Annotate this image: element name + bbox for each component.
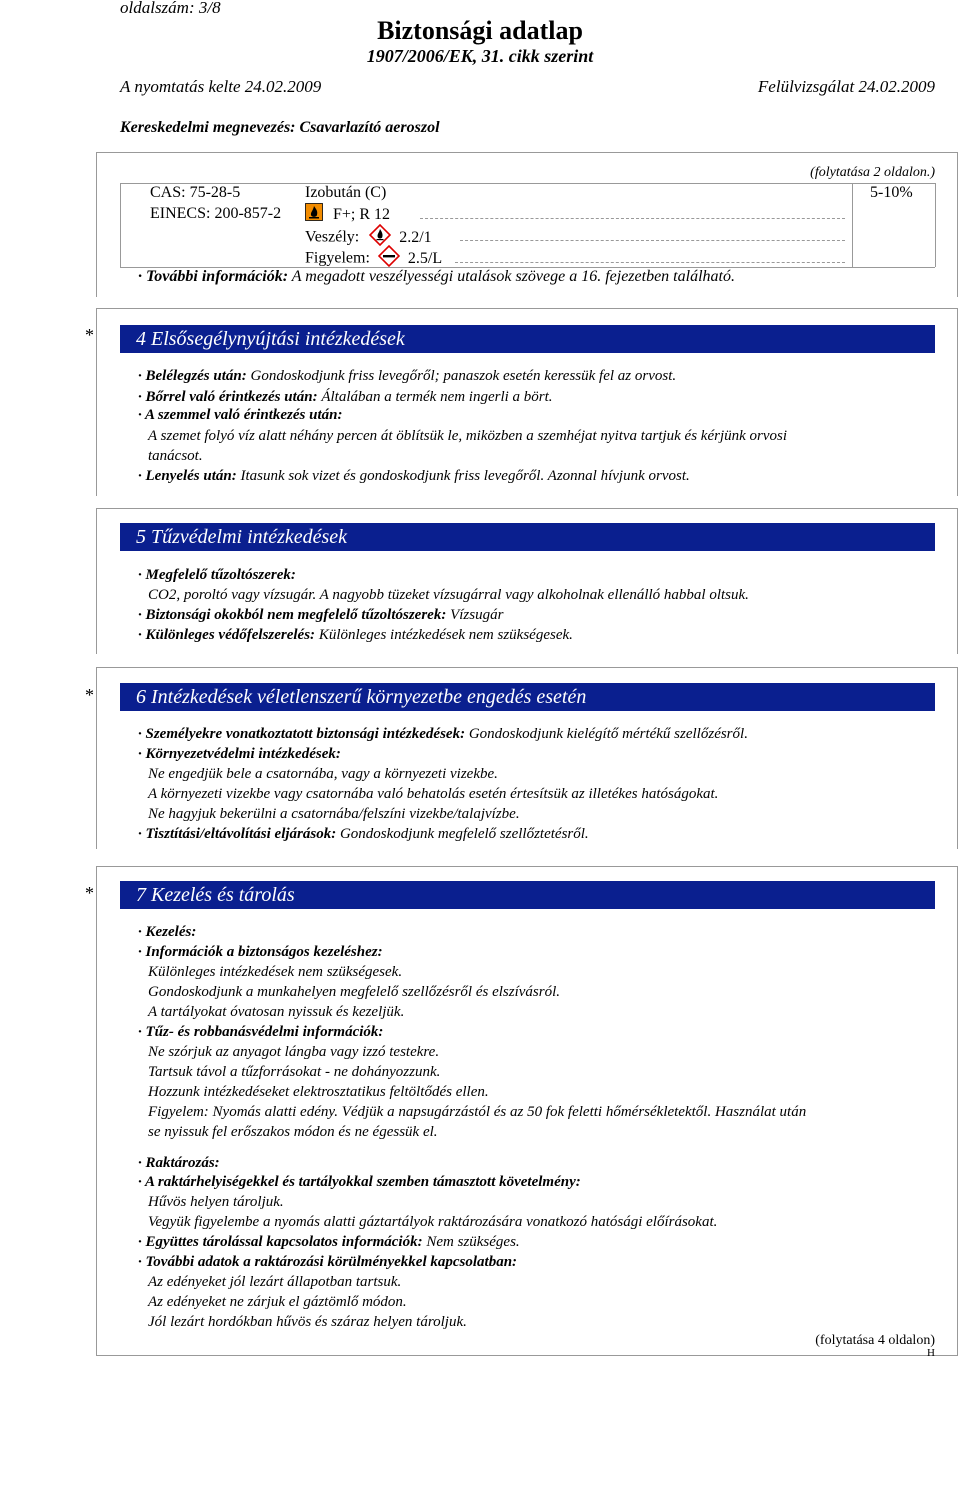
sec7-safe-text: A tartályokat óvatosan nyissuk és kezeljük. bbox=[148, 1004, 405, 1020]
sec6-env-text: A környezeti vizekbe vagy csatornába való behatolás esetén értesítsük az illetékes hatóságokat. bbox=[148, 786, 719, 802]
sec7-safe-label: · Információk a biztonságos kezeléshez: bbox=[138, 944, 383, 960]
sec4-inhalation: · Belélegzés után: Gondoskodjunk friss levegőről; panaszok esetén keressük fel az orvost. bbox=[138, 368, 677, 384]
sec4-eye-label: · A szemmel való érintkezés után: bbox=[138, 407, 343, 423]
sec7-safe-text: Gondoskodjunk a munkahelyen megfelelő szellőzésről és elszívásról. bbox=[148, 984, 561, 1000]
sec7-storage-label: · Raktározás: bbox=[138, 1155, 220, 1171]
sec7-safe-text: Különleges intézkedések nem szükségesek. bbox=[148, 964, 403, 980]
percentage: 5-10% bbox=[870, 184, 913, 201]
sec7-further-text: Az edényeket jól lezárt állapotban tartsuk. bbox=[148, 1274, 402, 1290]
sec7-joint: · Együttes tárolással kapcsolatos információk: Nem szükséges. bbox=[138, 1234, 520, 1250]
sec6-env-label: · Környezetvédelmi intézkedések: bbox=[138, 746, 341, 762]
sec7-further-text: Jól lezárt hordókban hűvös és száraz helyen tároljuk. bbox=[148, 1314, 467, 1330]
section6-title: 6 Intézkedések véletlenszerű környezetbe engedés esetén bbox=[120, 683, 935, 711]
sec6-env-text: Ne hagyjuk bekerülni a csatornába/felszíni vizekbe/talajvízbe. bbox=[148, 806, 520, 822]
revision-star: * bbox=[85, 883, 94, 903]
row-divider bbox=[460, 240, 845, 241]
sec7-req-label: · A raktárhelyiségekkel és tartályokkal szemben támasztott követelmény: bbox=[138, 1174, 581, 1190]
sec6-personal: · Személyekre vonatkoztatott biztonsági intézkedések: Gondoskodjunk kielégítő mértékű szellőzésről. bbox=[138, 726, 748, 742]
sec5-unsuitable: · Biztonsági okokból nem megfelelő tűzoltószerek: Vízsugár bbox=[138, 607, 504, 623]
sec7-handling-label: · Kezelés: bbox=[138, 924, 197, 940]
sec4-skin-contact: · Bőrrel való érintkezés után: Általában a termék nem ingerli a bört. bbox=[138, 389, 553, 405]
more-info-label: · További információk: bbox=[138, 268, 289, 285]
section4-title: 4 Elsősegélynyújtási intézkedések bbox=[120, 325, 935, 353]
table-border-right bbox=[935, 183, 936, 267]
substance-name: Izobután (C) bbox=[305, 184, 387, 201]
sec7-fire-text: se nyissuk fel erőszakos módon és ne égessük el. bbox=[148, 1124, 438, 1140]
table-top-border bbox=[120, 183, 935, 184]
sec7-further-label: · További adatok a raktározási körülményekkel kapcsolatban: bbox=[138, 1254, 518, 1270]
sec5-ppe: · Különleges védőfelszerelés: Különleges intézkedések nem szükségesek. bbox=[138, 627, 573, 643]
warning-value: 2.5/L bbox=[407, 249, 443, 267]
danger-label: Veszély: bbox=[305, 228, 360, 246]
warning-label: Figyelem: bbox=[305, 249, 370, 267]
sec7-req-text: Hűvös helyen tároljuk. bbox=[148, 1194, 284, 1210]
revision-date: Felülvizsgálat 24.02.2009 bbox=[757, 77, 935, 96]
document-title: Biztonsági adatlap bbox=[377, 16, 583, 45]
sec7-fire-text: Tartsuk távol a tűzforrásokat - ne dohányozzunk. bbox=[148, 1064, 441, 1080]
sec7-fire-text: Figyelem: Nyomás alatti edény. Védjük a napsugárzástól és az 50 fok feletti hőmérsékletektől. Használat után bbox=[148, 1104, 807, 1120]
sec5-agent-text: CO2, poroltó vagy vízsugár. A nagyobb tüzeket vízsugárral vagy alkoholnak ellenálló habbal oltsuk. bbox=[148, 587, 749, 603]
sec4-eye-text: tanácsot. bbox=[148, 448, 203, 464]
sec4-swallow: · Lenyelés után: Itasunk sok vizet és gondoskodjunk friss levegőről. Azonnal hívjunk orvost. bbox=[138, 468, 690, 484]
sec7-fire-text: Ne szórjuk az anyagot lángba vagy izzó testekre. bbox=[148, 1044, 440, 1060]
sec7-req-text: Vegyük figyelembe a nyomás alatti gáztartályok raktározására vonatkozó hatósági előírásokat. bbox=[148, 1214, 718, 1230]
einecs-number: EINECS: 200-857-2 bbox=[150, 205, 282, 222]
section5-title: 5 Tűzvédelmi intézkedések bbox=[120, 523, 935, 551]
table-border-left bbox=[120, 183, 121, 267]
sec5-agent-label: · Megfelelő tűzoltószerek: bbox=[138, 567, 296, 583]
continued-from: (folytatása 2 oldalon.) bbox=[810, 165, 935, 180]
sec7-fire-label: · Tűz- és robbanásvédelmi információk: bbox=[138, 1024, 384, 1040]
classification-code: F+; R 12 bbox=[333, 205, 391, 223]
section7-title: 7 Kezelés és tárolás bbox=[120, 881, 935, 909]
cas-number: CAS: 75-28-5 bbox=[150, 184, 241, 201]
revision-star: * bbox=[85, 685, 94, 705]
page-number: oldalszám: 3/8 bbox=[120, 0, 221, 17]
sec4-eye-text: A szemet folyó víz alatt néhány percen át öblítsük le, miközben a szemhéjat nyitva tartjuk és kérjünk orvosi bbox=[148, 428, 788, 444]
continued-to: (folytatása 4 oldalon) bbox=[815, 1333, 935, 1348]
more-info bbox=[138, 266, 735, 287]
table-border-mid bbox=[852, 183, 853, 267]
document-subtitle: 1907/2006/EK, 31. cikk szerint bbox=[366, 46, 594, 66]
print-date: A nyomtatás kelte 24.02.2009 bbox=[120, 77, 322, 96]
revision-star: * bbox=[85, 325, 94, 345]
sec6-env-text: Ne engedjük bele a csatornába, vagy a környezeti vizekbe. bbox=[148, 766, 498, 782]
language-mark: H bbox=[927, 1347, 935, 1359]
trade-name: Kereskedelmi megnevezés: Csavarlazító aeroszol bbox=[120, 119, 440, 136]
sec7-further-text: Az edényeket ne zárjuk el gáztömlő módon. bbox=[148, 1294, 407, 1310]
sec7-fire-text: Hozzunk intézkedéseket elektrosztatikus feltöltődés ellen. bbox=[148, 1084, 489, 1100]
row-divider bbox=[420, 218, 845, 219]
more-info-text: A megadott veszélyességi utalások szövege a 16. fejezetben található. bbox=[288, 268, 735, 285]
danger-value: 2.2/1 bbox=[399, 228, 432, 246]
sec6-cleanup: · Tisztítási/eltávolítási eljárások: Gondoskodjunk megfelelő szellőztetésről. bbox=[138, 826, 589, 842]
row-divider bbox=[455, 262, 845, 263]
